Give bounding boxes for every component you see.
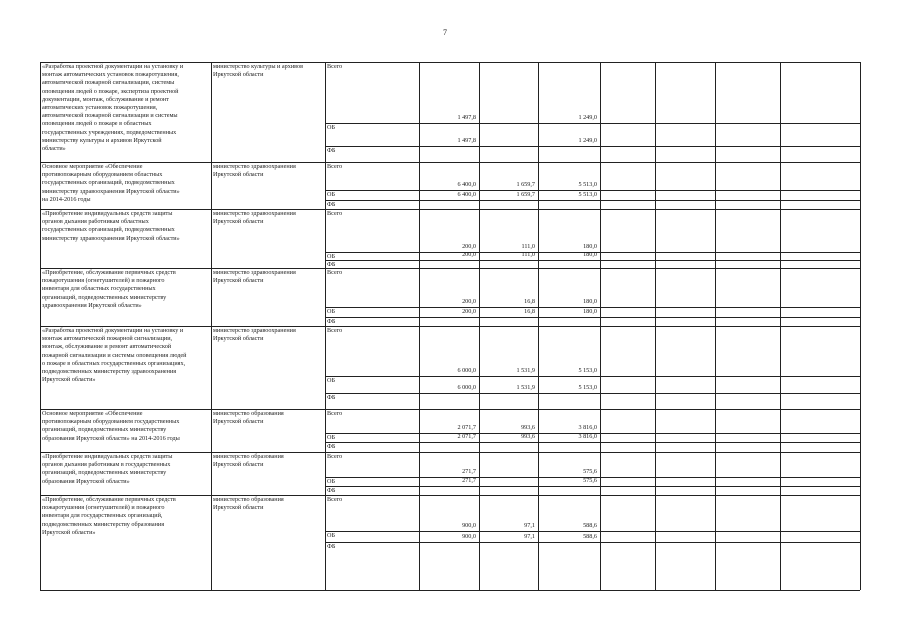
amount-total: 271,7 xyxy=(462,477,476,484)
amount-total: 271,7 xyxy=(462,468,476,475)
executor-name: министерство здравоохранения Иркутской области xyxy=(213,163,296,179)
measure-description: «Приобретение, обслуживание первичных средств пожаротушения (огнетушителей) и пожарного инвентаря для областных государственных организаций, подведомственных министерству здравоохранения Иркутской области» xyxy=(42,269,176,309)
funding-source-label: ФБ xyxy=(327,443,336,450)
executor-name: министерство здравоохранения Иркутской области xyxy=(213,210,296,226)
measure-description: «Приобретение индивидуальных средств защиты органов дыхания работникам в государственных организаций, подведомственных министерству образования Иркутской области» xyxy=(42,453,173,485)
amount-total: 2 071,7 xyxy=(457,433,476,440)
amount-y2016: 588,6 xyxy=(583,522,597,529)
amount-y2014: 111,0 xyxy=(521,243,535,250)
measure-description: «Разработка проектной документации на установку и монтаж автоматической пожарной сигнализации, монтаж, обслуживание и ремонт автоматической пожарной сигнализации и системы оповещения людей о пожаре в областных государственных организациях, подведомственных министерству здравоохранения Иркутской области» xyxy=(42,327,187,384)
funding-source-label: ОБ xyxy=(327,434,336,441)
funding-source-label: Всего xyxy=(327,210,343,217)
funding-source-label: Всего xyxy=(327,453,343,460)
amount-total: 200,0 xyxy=(462,298,476,305)
funding-source-label: ОБ xyxy=(327,253,336,260)
measure-description: «Приобретение индивидуальных средств защиты органов дыхания работникам областных государственных организаций, подведомственных министерству здравоохранения Иркутской области» xyxy=(42,210,180,242)
amount-total: 900,0 xyxy=(462,522,476,529)
amount-y2014: 1 531,9 xyxy=(516,384,535,391)
funding-source-label: Всего xyxy=(327,410,343,417)
amount-y2014: 16,8 xyxy=(524,298,535,305)
measure-description: «Разработка проектной документации на установку и монтаж автоматических установок пожаротушения, автоматической пожарной сигнализации, системы оповещения людей о пожаре, экспертиза проектной документации, монтаж, обслуживание и ремонт автоматических установок пожаротушения, автоматической пожарной сигнализации и системы оповещения людей о пожаре в областных государственных учреждениях, подведомственных министерству культуры и архивов Иркутской области» xyxy=(42,63,184,153)
amount-total: 6 000,0 xyxy=(457,367,476,374)
amount-total: 6 000,0 xyxy=(457,384,476,391)
subrow-border xyxy=(325,393,860,394)
funding-source-label: Всего xyxy=(327,496,343,503)
executor-name: министерство здравоохранения Иркутской области xyxy=(213,269,296,285)
amount-y2014: 97,1 xyxy=(524,522,535,529)
amount-y2014: 97,1 xyxy=(524,533,535,540)
amount-total: 2 071,7 xyxy=(457,424,476,431)
funding-source-label: ОБ xyxy=(327,478,336,485)
subrow-border xyxy=(325,146,860,147)
amount-y2014: 993,6 xyxy=(521,424,535,431)
amount-y2016: 5 513,0 xyxy=(578,181,597,188)
subrow-border xyxy=(325,200,860,201)
funding-source-label: ОБ xyxy=(327,191,336,198)
measure-description: Основное мероприятие «Обеспечение противопожарным оборудованием областных государственных организаций, подведомственных министерству здравоохранения Иркутской области» на 2014-2016 годы xyxy=(42,163,180,203)
funding-source-label: ФБ xyxy=(327,147,336,154)
subrow-border xyxy=(325,123,860,124)
funding-source-label: ФБ xyxy=(327,261,336,268)
amount-y2014: 1 659,7 xyxy=(516,181,535,188)
amount-total: 200,0 xyxy=(462,308,476,315)
subrow-border xyxy=(325,531,860,532)
executor-name: министерство культуры и архивов Иркутской области xyxy=(213,63,304,79)
column-border xyxy=(860,62,861,590)
funding-source-label: ФБ xyxy=(327,201,336,208)
executor-name: министерство образования Иркутской области xyxy=(213,453,284,469)
row-border xyxy=(40,590,860,591)
funding-source-label: ОБ xyxy=(327,532,336,539)
funding-source-label: ОБ xyxy=(327,377,336,384)
executor-name: министерство образования Иркутской области xyxy=(213,410,284,426)
funding-source-label: ФБ xyxy=(327,487,336,494)
funding-source-label: Всего xyxy=(327,327,343,334)
amount-total: 6 400,0 xyxy=(457,191,476,198)
amount-y2016: 5 153,0 xyxy=(578,384,597,391)
subrow-border xyxy=(325,442,860,443)
amount-y2014: 111,0 xyxy=(521,251,535,258)
measure-description: Основное мероприятие «Обеспечение противопожарным оборудованием государственных организаций, подведомственных министерству образования Иркутской области» на 2014-2016 годы xyxy=(42,410,180,442)
amount-total: 900,0 xyxy=(462,533,476,540)
amount-total: 200,0 xyxy=(462,251,476,258)
executor-name: министерство здравоохранения Иркутской области xyxy=(213,327,296,343)
funding-source-label: ОБ xyxy=(327,308,336,315)
amount-y2016: 5 513,0 xyxy=(578,191,597,198)
amount-y2016: 1 249,0 xyxy=(578,114,597,121)
funding-source-label: Всего xyxy=(327,163,343,170)
amount-y2016: 180,0 xyxy=(583,243,597,250)
amount-y2016: 3 816,0 xyxy=(578,424,597,431)
amount-total: 6 400,0 xyxy=(457,181,476,188)
amount-y2016: 180,0 xyxy=(583,298,597,305)
funding-source-label: ФБ xyxy=(327,394,336,401)
funding-source-label: ОБ xyxy=(327,124,336,131)
amount-y2016: 180,0 xyxy=(583,308,597,315)
amount-y2016: 575,6 xyxy=(583,477,597,484)
funding-source-label: Всего xyxy=(327,269,343,276)
page-number: 7 xyxy=(443,28,447,37)
amount-total: 200,0 xyxy=(462,243,476,250)
amount-total: 1 497,8 xyxy=(457,114,476,121)
funding-source-label: Всего xyxy=(327,63,343,70)
subrow-border xyxy=(325,486,860,487)
amount-y2014: 1 659,7 xyxy=(516,191,535,198)
subrow-border xyxy=(325,260,860,261)
funding-source-label: ФБ xyxy=(327,543,336,550)
amount-y2014: 993,6 xyxy=(521,433,535,440)
amount-y2016: 180,0 xyxy=(583,251,597,258)
amount-y2016: 5 153,0 xyxy=(578,367,597,374)
executor-name: министерство образования Иркутской области xyxy=(213,496,284,512)
amount-y2014: 16,8 xyxy=(524,308,535,315)
amount-y2016: 3 816,0 xyxy=(578,433,597,440)
funding-source-label: ФБ xyxy=(327,318,336,325)
amount-y2014: 1 531,9 xyxy=(516,367,535,374)
amount-y2016: 1 249,0 xyxy=(578,137,597,144)
amount-total: 1 497,8 xyxy=(457,137,476,144)
amount-y2016: 575,6 xyxy=(583,468,597,475)
subrow-border xyxy=(325,542,860,543)
subrow-border xyxy=(325,317,860,318)
measure-description: «Приобретение, обслуживание первичных средств пожаротушения (огнетушителей) и пожарного инвентаря для государственных организаций, подведомственных министерству образования Иркутской области» xyxy=(42,496,176,536)
subrow-border xyxy=(325,376,860,377)
amount-y2016: 588,6 xyxy=(583,533,597,540)
